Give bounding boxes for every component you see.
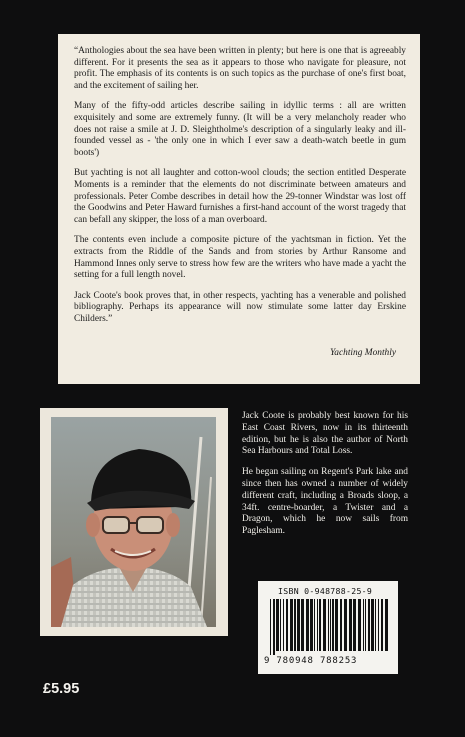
- barcode-bar: [353, 599, 356, 651]
- barcode-bar: [270, 599, 271, 655]
- barcode-bar: [286, 599, 288, 651]
- review-paragraph-1: “Anthologies about the sea have been written in plenty; but here is one that is agreeably different. For it presents the sea as it appears to those who navigate for pleasure, not profit. The emphasis of its contents is on such topics as the purchase of one's first boat, and the excitement of sailing her.: [74, 46, 406, 91]
- barcode-bar: [273, 599, 275, 655]
- barcode-bar: [363, 599, 364, 651]
- barcode-bar: [301, 599, 304, 651]
- barcode-bar: [332, 599, 334, 651]
- review-paragraph-2: Many of the fifty-odd articles describe sailing in idyllic terms : all are written exquisitely and some are extremely funny. (It will be a very melancholy reader who does not raise a smile at J. D. Sleightholme's description of a singularly leaky and ill-founded vessel as - 'the only one in which I ever saw a death-watch beetle in gum boots'): [74, 101, 406, 158]
- barcode-bar: [335, 599, 338, 651]
- barcode-bar: [297, 599, 300, 651]
- barcode-bar: [368, 599, 370, 651]
- review-paragraph-3: But yachting is not all laughter and cotton-wool clouds; the section entitled Desperate Moments is a reminder that the elements do not discriminate between amateurs and professionals. Peter Combe describes in detail how the 29-tonner Windstar was lost off the Goodwins and Peter Haward furnishes a first-hand account of the worst tragedy that can befall any skipper, the loss of a man overboard.: [74, 168, 406, 225]
- barcode-bar: [385, 599, 388, 651]
- barcode-bar: [314, 599, 315, 651]
- barcode-bar: [349, 599, 352, 651]
- barcode-bar: [280, 599, 281, 651]
- price-label: £5.95: [43, 681, 80, 697]
- barcode-bar: [344, 599, 347, 651]
- barcode-bars-icon: [270, 599, 390, 655]
- barcode-bar: [310, 599, 313, 651]
- barcode-bar: [375, 599, 376, 651]
- barcode-bar: [358, 599, 361, 651]
- barcode-bar: [381, 599, 383, 651]
- author-bio: [242, 411, 408, 547]
- barcode-bar: [283, 599, 284, 651]
- bio-paragraph-1: Jack Coote is probably best known for his East Coast Rivers, now in its thirteenth edition, but he is also the author of North Sea Harbours and Total Loss.: [242, 411, 408, 457]
- review-panel: [58, 34, 420, 384]
- barcode-bar: [290, 599, 293, 651]
- author-photo: [51, 417, 216, 627]
- ean-number: 9 780948 788253: [264, 656, 358, 666]
- bio-paragraph-2: He began sailing on Regent's Park lake and since then has owned a number of widely different craft, including a Broads sloop, a 34ft. centre-boarder, a Twister and a Dragon, which he now sails from Paglesham.: [242, 467, 408, 537]
- barcode-bar: [371, 599, 374, 651]
- barcode-bar: [323, 599, 326, 651]
- review-source: Yachting Monthly: [329, 348, 396, 359]
- barcode-bar: [319, 599, 321, 651]
- barcode-bar: [276, 599, 279, 651]
- barcode-bar: [306, 599, 309, 651]
- barcode-bar: [340, 599, 342, 651]
- barcode-bar: [294, 599, 296, 651]
- barcode-panel: [258, 581, 398, 674]
- barcode-bar: [365, 599, 366, 651]
- barcode-bar: [328, 599, 329, 651]
- isbn-number: ISBN 0-948788-25-9: [278, 586, 373, 596]
- barcode-bar: [378, 599, 379, 651]
- author-portrait-image: [51, 417, 216, 627]
- author-photo-frame: [40, 408, 228, 636]
- barcode-bar: [317, 599, 318, 651]
- review-paragraph-5: Jack Coote's book proves that, in other respects, yachting has a venerable and polished bibliography. Perhaps its appearance will now stimulate some latter day Erskine Childers.”: [74, 290, 406, 324]
- barcode-bar: [330, 599, 331, 651]
- review-paragraph-4: The contents even include a composite picture of the yachtsman in fiction. Yet the extracts from the Riddle of the Sands and from stories by Arthur Ransome and Hammond Innes only serve to stress how few are the writers who have made a yacht the setting for a full length novel.: [74, 235, 406, 281]
